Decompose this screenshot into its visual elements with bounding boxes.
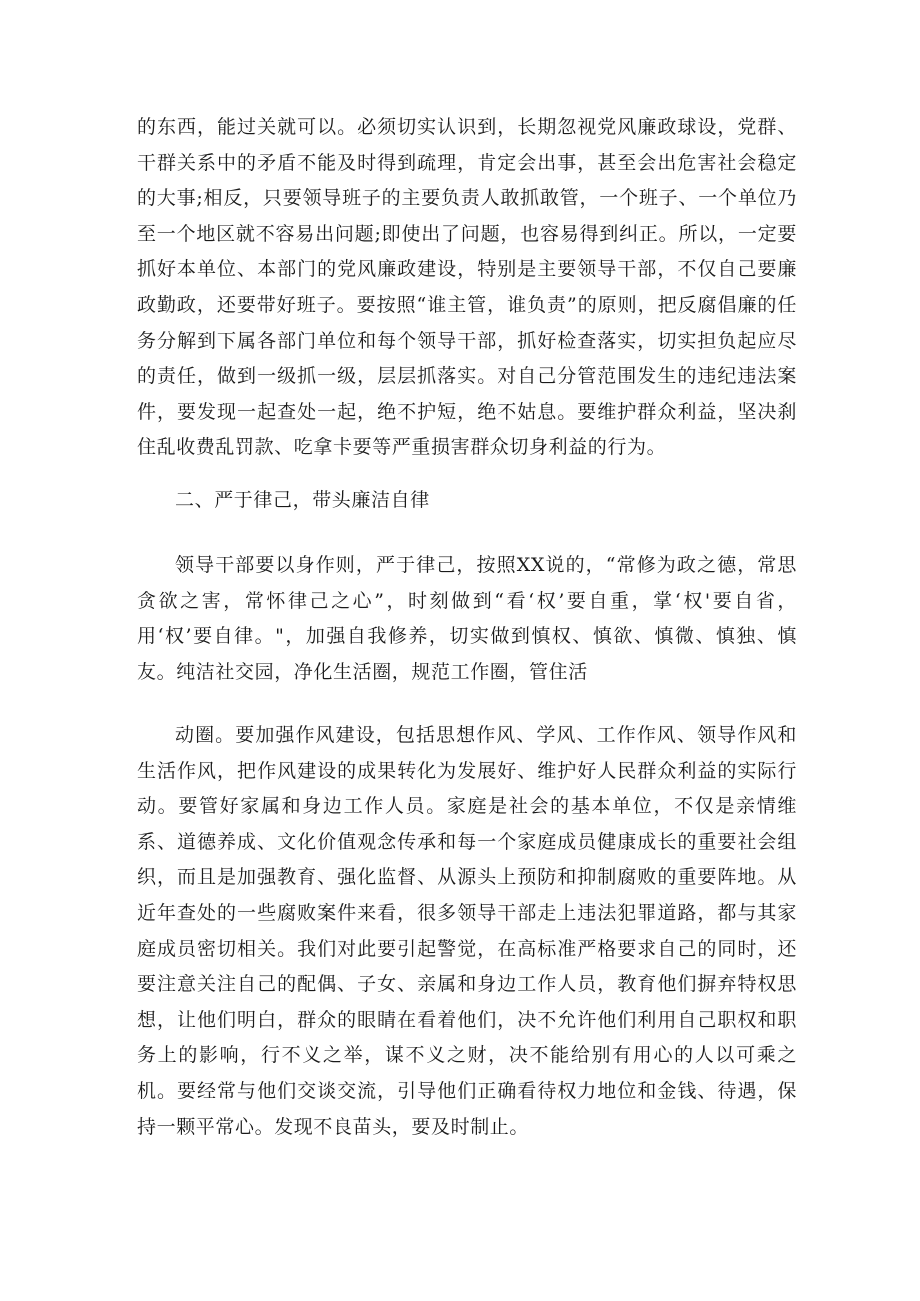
paragraph-work-style: 动圈。要加强作风建设，包括思想作风、学风、工作作风、领导作风和生活作风，把作风建设的成果转化为发展好、维护好人民群众利益的实际行动。要管好家属和身边工作人员。家庭是社会的基本单位，不仅是亲情维系、道德养成、文化价值观念传承和每一个家庭成员健康成长的重要社会组织，而且是加强教育、强化监督、从源头上预防和抑制腐败的重要阵地。从近年查处的一些腐败案件来看，很多领导干部走上违法犯罪道路，都与其家庭成员密切相关。我们对此要引起警觉，在高标准严格要求自己的同时，还要注意关注自己的配偶、子女、亲属和身边工作人员，教育他们摒弃特权思想，让他们明白，群众的眼睛在看着他们，决不允许他们利用自己职权和职务上的影响，行不义之举，谋不义之财，决不能给别有用心的人以可乘之机。要经常与他们交谈交流，引导他们正确看待权力地位和金钱、待遇，保持一颗平常心。发现不良苗头，要及时制止。 — [137, 724, 797, 1138]
section-heading: 二、严于律己，带头廉洁自律 — [175, 489, 430, 511]
paragraph-self-discipline: 领导干部要以身作则，严于律己，按照XX说的，“常修为政之德，常思贪欲之害，常怀律己之心”，时刻做到“看‘权’要自重，掌‘权'要自省，用‘权’要自律。"，加强自我修养，切实做到慎权、慎欲、慎微、慎独、慎友。纯洁社交园，净化生活圈，规范工作圈，管住活 — [137, 554, 797, 683]
paragraph-continuation: 的东西，能过关就可以。必须切实认识到，长期忽视党风廉政球设，党群、干群关系中的矛盾不能及时得到疏理，肯定会出事，甚至会出危害社会稳定的大事;相反，只要领导班子的主要负责人敢抓敢管，一个班子、一个单位乃至一个地区就不容易出问题;即使出了问题，也容易得到纠正。所以，一定要抓好本单位、本部门的党风廉政建设，特别是主要领导干部，不仅自己要廉政勤政，还要带好班子。要按照“谁主管，谁负责”的原则，把反腐倡廉的任务分解到下属各部门单位和每个领导干部，抓好检查落实，切实担负起应尽的责任，做到一级抓一级，层层抓落实。对自己分管范围发生的违纪违法案件，要发现一起查处一起，绝不护短，绝不姑息。要维护群众利益，坚决刹住乱收费乱罚款、吃拿卡要等严重损害群众切身利益的行为。 — [137, 116, 797, 459]
